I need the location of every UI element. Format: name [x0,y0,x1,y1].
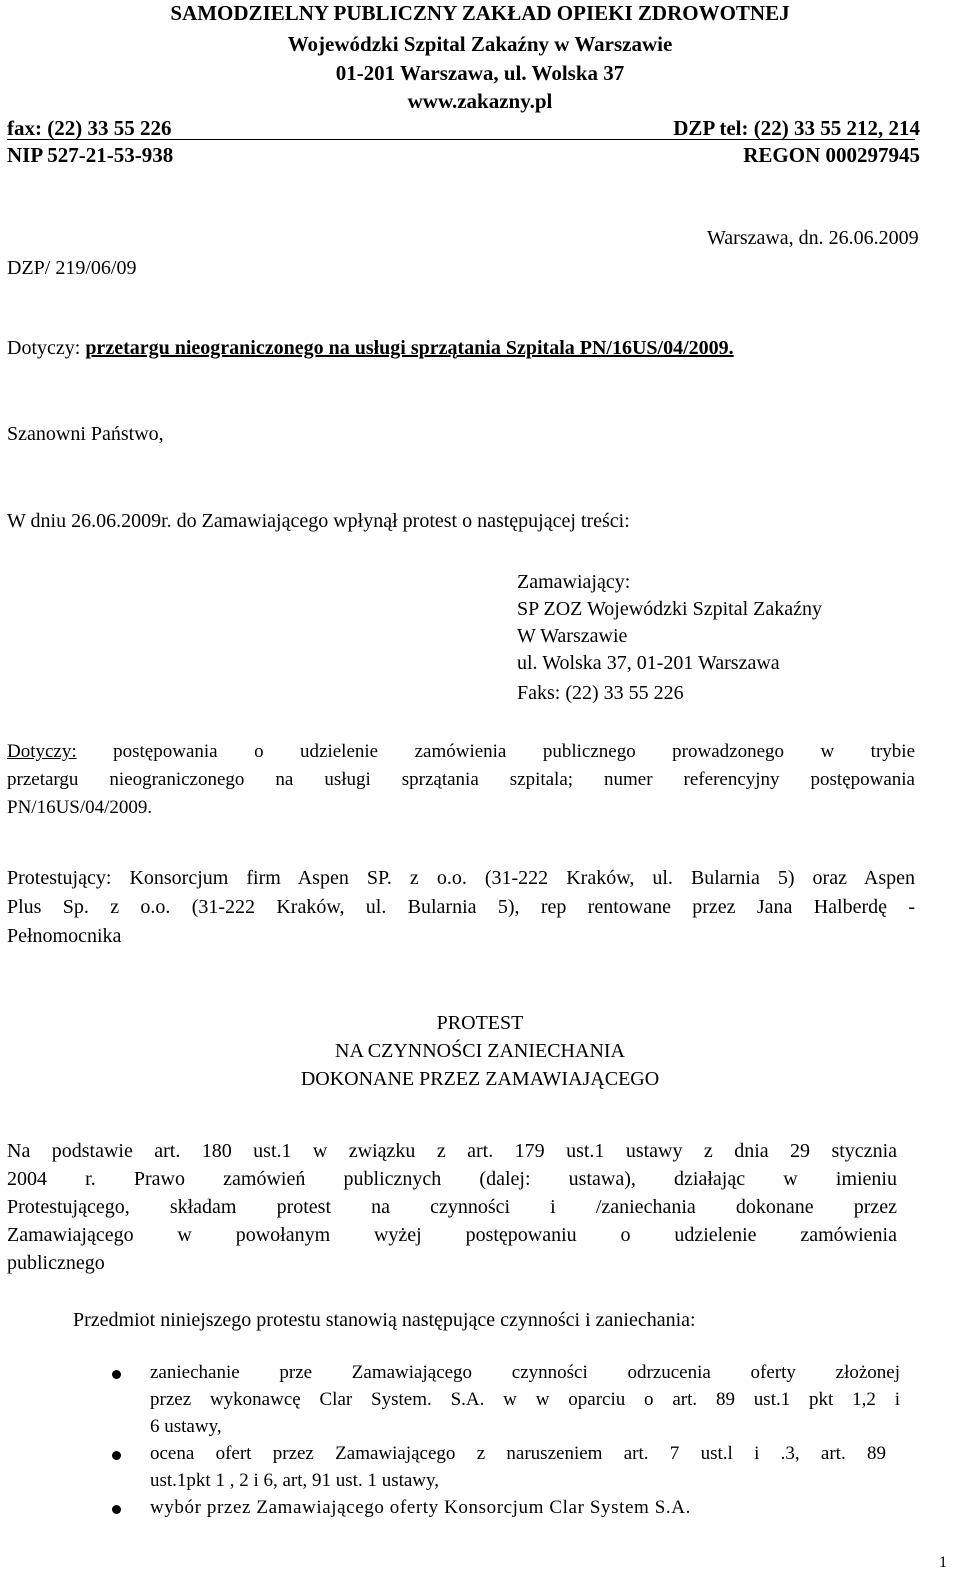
reference-number: DZP/ 219/06/09 [7,257,137,279]
subject-text: przetargu nieograniczonego na usługi sprzątania Szpitala PN/16US/04/2009. [85,337,734,359]
header-hospital: Wojewódzki Szpital Zakaźny w Warszawie [287,32,673,56]
header-website: www.zakazny.pl [407,89,553,113]
basis-line-4: Zamawiającego w powołanym wyżej postępowaniu o udzielenie zamówienia [7,1224,897,1246]
bullet-icon [112,1451,121,1460]
header-institution: SAMODZIELNY PUBLICZNY ZAKŁAD OPIEKI ZDROWOTNEJ [170,1,790,25]
subject-line [7,337,734,360]
dotyczy-line-2: przetargu nieograniczonego na usługi sprzątania szpitala; numer referencyjny postępowania [7,769,915,790]
bullet-1-line-3: 6 ustawy, [150,1416,222,1437]
bullet-1-line-2: przez wykonawcę Clar System. S.A. w w oparciu o art. 89 ust.1 pkt 1,2 i [150,1389,900,1410]
basis-line-5: publicznego [7,1252,105,1274]
header-nip: NIP 527-21-53-938 [7,143,174,167]
protester-line-3: Pełnomocnika [7,925,122,947]
subject-label: Dotyczy: [7,337,81,359]
salutation: Szanowni Państwo, [7,423,164,445]
header-regon: REGON 000297945 [743,143,920,167]
bullet-3-line-1: wybór przez Zamawiającego oferty Konsorcjum Clar System S.A. [150,1497,691,1518]
bullet-icon [112,1370,121,1379]
header-dzp-tel: DZP tel: (22) 33 55 212, 214 [673,116,920,140]
header-rule [7,139,915,140]
bullet-2-line-1: ocena ofert przez Zamawiającego z naruszeniem art. 7 ust.l i .3, art. 89 [150,1443,886,1464]
protest-subtitle-1: NA CZYNNOŚCI ZANIECHANIA [335,1040,625,1062]
bullet-1-line-1: zaniechanie prze Zamawiającego czynności odrzucenia oferty złożonej [150,1362,900,1383]
page-number: 1 [939,1554,947,1571]
basis-line-3: Protestującego, składam protest na czynności i /zaniechania dokonane przez [7,1196,897,1218]
addressee-name: SP ZOZ Wojewódzki Szpital Zakaźny [517,598,822,620]
bullet-2-line-2: ust.1pkt 1 , 2 i 6, art, 91 ust. 1 ustawy, [150,1470,440,1491]
basis-line-2: 2004 r. Prawo zamówień publicznych (dalej: ustawa), działając w imieniu [7,1168,897,1190]
dotyczy-line-1-text: postępowania o udzielenie zamówienia publicznego prowadzonego w trybie [76,741,915,762]
protester-line-2: Plus Sp. z o.o. (31-222 Kraków, ul. Bularnia 5), rep rentowane przez Jana Halberdę - [7,896,915,918]
addressee-fax: Faks: (22) 33 55 226 [517,682,684,704]
addressee-street: ul. Wolska 37, 01-201 Warszawa [517,652,780,674]
protest-title: PROTEST [436,1012,524,1034]
protester-line-1: Protestujący: Konsorcjum firm Aspen SP. z o.o. (31-222 Kraków, ul. Bularnia 5) oraz Aspen [7,867,915,889]
addressee-label: Zamawiający: [517,571,631,593]
intro-paragraph: W dniu 26.06.2009r. do Zamawiającego wpłynął protest o następującej treści: [7,510,630,532]
dotyczy-label: Dotyczy: [7,741,77,762]
dotyczy-line-1 [7,741,915,763]
place-date: Warszawa, dn. 26.06.2009 [707,227,919,249]
subject-of-protest: Przedmiot niniejszego protestu stanowią następujące czynności i zaniechania: [73,1309,696,1331]
header-fax: fax: (22) 33 55 226 [7,116,172,140]
bullet-icon [112,1505,121,1514]
basis-line-1: Na podstawie art. 180 ust.1 w związku z art. 179 ust.1 ustawy z dnia 29 stycznia [7,1140,897,1162]
protest-subtitle-2: DOKONANE PRZEZ ZAMAWIAJĄCEGO [300,1068,660,1090]
header-address: 01-201 Warszawa, ul. Wolska 37 [335,61,625,85]
dotyczy-line-3: PN/16US/04/2009. [7,797,153,818]
addressee-city: W Warszawie [517,625,628,647]
